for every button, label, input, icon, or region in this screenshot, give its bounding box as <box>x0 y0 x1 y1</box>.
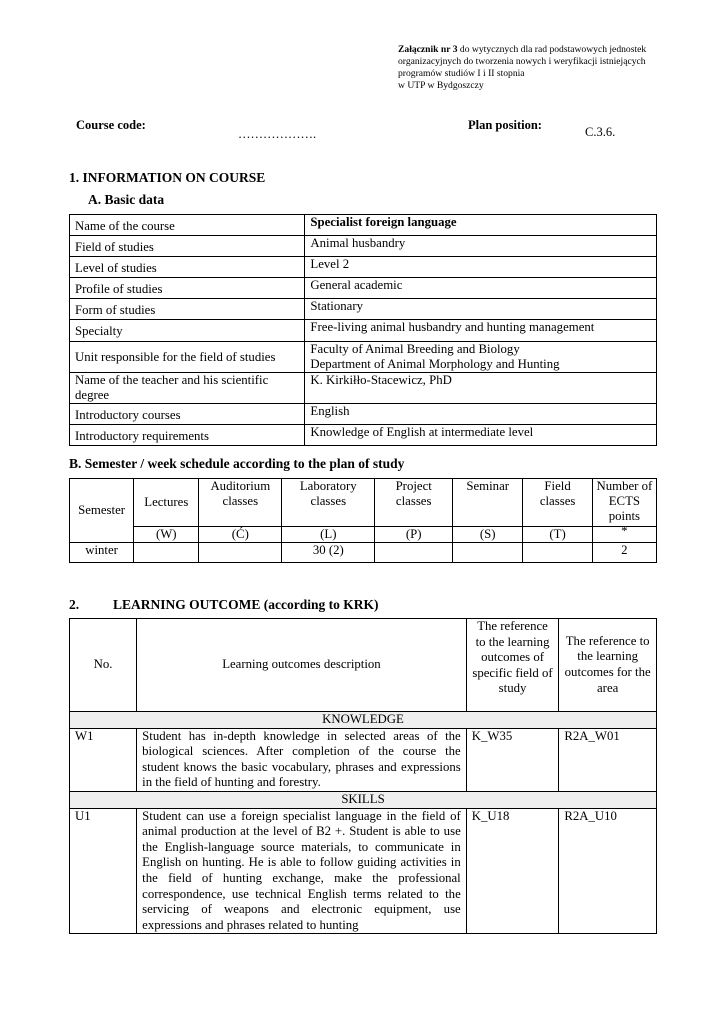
basic-value: Stationary <box>305 299 657 320</box>
table-row <box>70 425 657 446</box>
annex-line-2: organizacyjnych do tworzenia nowych i weryfikacji istniejących <box>398 56 646 67</box>
outcome-desc: Student can use a foreign specialist language in the field of animal production at the level of B2 +. Student is able to use the English-language source materials, to communicate in English on hunting. He is able to follow guiding activities in the field of hunting exchange, make the professional correspondence, use technical English terms related to the servicing of weapons and electronic equipment, use expressions and phrases related to hunting <box>137 808 467 934</box>
basic-value: K. Kirkiłło-Stacewicz, PhD <box>305 373 657 404</box>
course-code-value: ………………. <box>238 127 317 141</box>
table-row <box>70 299 657 320</box>
col-lectures-abbr: (W) <box>134 527 199 543</box>
value-cell <box>375 543 453 563</box>
basic-value: English <box>305 404 657 425</box>
section-1-title: 1. INFORMATION ON COURSE <box>69 170 266 185</box>
schedule-header-row <box>70 479 657 527</box>
value-cell: 30 (2) <box>282 543 375 563</box>
basic-key: Field of studies <box>70 236 305 257</box>
table-row <box>70 728 657 791</box>
value-cell <box>453 543 523 563</box>
group-knowledge: KNOWLEDGE <box>70 712 657 729</box>
col-project-header: Project classes <box>375 479 453 527</box>
header-ref-area: The reference to the learning outcomes for the area <box>559 619 657 712</box>
section-2-title: LEARNING OUTCOME (according to KRK) <box>113 597 379 612</box>
outcome-no: U1 <box>70 808 137 934</box>
learning-outcomes-table <box>69 618 657 934</box>
basic-value-line-2: Department of Animal Morphology and Hunting <box>310 357 560 371</box>
section-1-subtitle: A. Basic data <box>88 192 165 207</box>
basic-data-table <box>69 214 657 446</box>
annex-note <box>398 44 668 92</box>
plan-position-label: Plan position: <box>468 118 542 132</box>
col-auditorium-header: Auditorium classes <box>199 479 282 527</box>
basic-key: Profile of studies <box>70 278 305 299</box>
basic-key: Unit responsible for the field of studies <box>70 342 305 373</box>
basic-value: Specialist foreign language <box>305 215 657 236</box>
plan-position-value: C.3.6. <box>585 125 616 139</box>
basic-key: Level of studies <box>70 257 305 278</box>
header-ref-field: The reference to the learning outcomes of specific field of study <box>466 619 559 712</box>
col-project-abbr: (P) <box>375 527 453 543</box>
value-cell <box>523 543 592 563</box>
basic-value <box>305 342 657 373</box>
group-skills: SKILLS <box>70 791 657 808</box>
table-row <box>70 215 657 236</box>
basic-value: Free-living animal husbandry and hunting management <box>305 320 657 342</box>
col-laboratory-header: Laboratory classes <box>282 479 375 527</box>
header-no: No. <box>70 619 137 712</box>
group-row <box>70 791 657 808</box>
outcome-ref-field: K_W35 <box>466 728 559 791</box>
table-row <box>70 257 657 278</box>
outcome-no: W1 <box>70 728 137 791</box>
outcome-desc: Student has in-depth knowledge in selected areas of the biological sciences. After completion of the course the student knows the basic vocabulary, phrases and expressions in the field of hunting and forestry. <box>137 728 467 791</box>
semester-header: Semester <box>70 479 134 543</box>
course-code-label: Course code: <box>76 118 146 132</box>
outcomes-header-row <box>70 619 657 712</box>
outcome-ref-field: K_U18 <box>466 808 559 934</box>
outcome-ref-area: R2A_U10 <box>559 808 657 934</box>
header-desc: Learning outcomes description <box>137 619 467 712</box>
annex-title: Załącznik nr 3 <box>398 44 458 55</box>
semester-cell: winter <box>70 543 134 563</box>
table-row <box>70 404 657 425</box>
basic-key: Form of studies <box>70 299 305 320</box>
col-seminar-header: Seminar <box>453 479 523 527</box>
basic-key: Name of the course <box>70 215 305 236</box>
basic-key: Specialty <box>70 320 305 342</box>
basic-value-line-1: Faculty of Animal Breeding and Biology <box>310 342 520 356</box>
schedule-table <box>69 478 657 563</box>
table-row <box>70 278 657 299</box>
value-cell <box>199 543 282 563</box>
table-row <box>70 342 657 373</box>
table-row <box>70 236 657 257</box>
value-cell: 2 <box>592 543 656 563</box>
col-lectures-header: Lectures <box>134 479 199 527</box>
basic-value: General academic <box>305 278 657 299</box>
col-auditorium-abbr: (Ć) <box>199 527 282 543</box>
basic-value: Level 2 <box>305 257 657 278</box>
basic-value: Animal husbandry <box>305 236 657 257</box>
col-ects-abbr: * <box>592 527 656 543</box>
table-row <box>70 373 657 404</box>
value-cell <box>134 543 199 563</box>
col-seminar-abbr: (S) <box>453 527 523 543</box>
schedule-abbr-row <box>70 527 657 543</box>
group-row <box>70 712 657 729</box>
col-field-abbr: (T) <box>523 527 592 543</box>
table-row <box>70 808 657 934</box>
annex-line-3: programów studiów I i II stopnia <box>398 68 525 79</box>
annex-line-1: do wytycznych dla rad podstawowych jednostek <box>457 44 647 55</box>
col-laboratory-abbr: (L) <box>282 527 375 543</box>
schedule-title: B. Semester / week schedule according to the plan of study <box>69 456 405 471</box>
basic-key: Introductory courses <box>70 404 305 425</box>
table-row <box>70 543 657 563</box>
annex-line-4: w UTP w Bydgoszczy <box>398 80 484 91</box>
col-field-header: Field classes <box>523 479 592 527</box>
basic-key: Name of the teacher and his scientific degree <box>70 373 305 404</box>
col-ects-header: Number of ECTS points <box>592 479 656 527</box>
basic-key: Introductory requirements <box>70 425 305 446</box>
section-2-number: 2. <box>69 597 80 612</box>
outcome-ref-area: R2A_W01 <box>559 728 657 791</box>
table-row <box>70 320 657 342</box>
basic-value: Knowledge of English at intermediate level <box>305 425 657 446</box>
